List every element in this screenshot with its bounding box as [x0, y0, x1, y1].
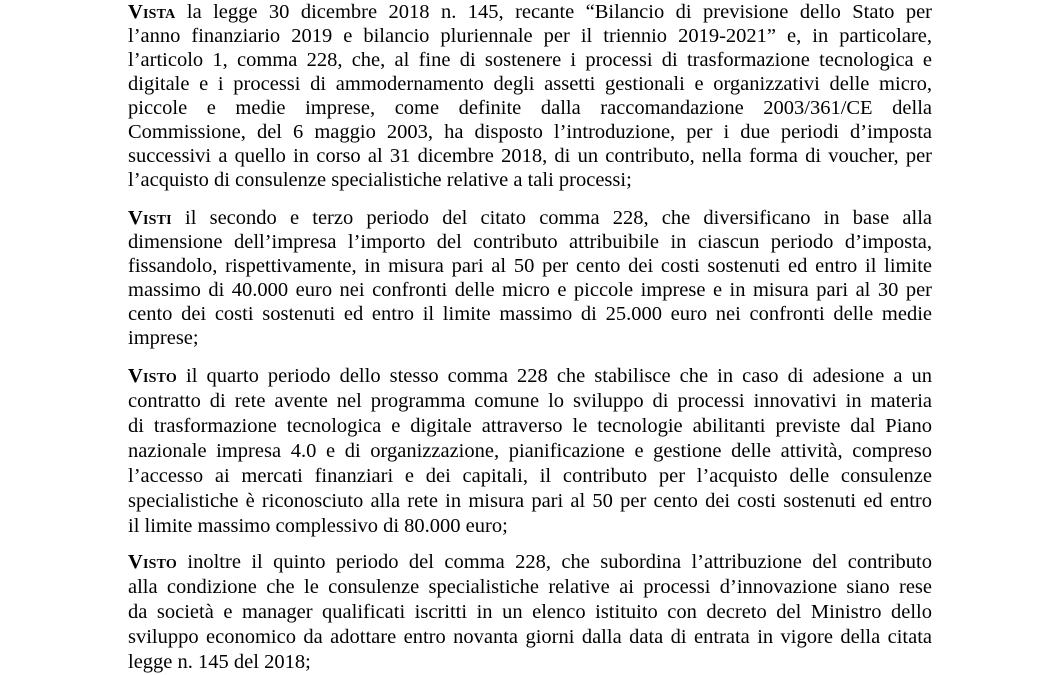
text-line: massimo di 40.000 euro nei confronti delle micro e piccole imprese e in misura pari al 30 per — [128, 279, 932, 301]
paragraph-vista-legge-145 — [128, 0, 932, 192]
text-line: da società e manager qualificati iscritti in un elenco istituito con decreto del Ministro dello — [128, 601, 932, 623]
paragraph-keyword: Visto — [128, 365, 178, 387]
paragraph-visti-periodi — [128, 206, 932, 350]
line-text: il secondo e terzo periodo del citato comma 228, che diversificano in base alla — [171, 207, 932, 229]
paragraph-visto-quinto-periodo — [128, 550, 932, 675]
text-line: alla condizione che le consulenze specialistiche relative ai processi d’innovazione siano rese — [128, 576, 932, 598]
line-text: inoltre il quinto periodo del comma 228, che subordina l’attribuzione del contributo — [177, 551, 932, 573]
text-line: cento dei costi sostenuti ed entro il limite massimo di 25.000 euro nei confronti delle medie — [128, 303, 932, 325]
text-line: nazionale impresa 4.0 e di organizzazione, pianificazione e gestione delle attività, compreso — [128, 440, 932, 462]
line-text: il quarto periodo dello stesso comma 228 che stabilisce che in caso di adesione a un — [177, 365, 932, 387]
text-line: dimensione dell’impresa l’importo del contributo attribuibile in ciascun periodo d’imposta, — [128, 231, 932, 253]
text-line — [128, 550, 932, 575]
text-line — [128, 206, 932, 230]
text-line: l’acquisto di consulenze specialistiche relative a tali processi; — [128, 169, 632, 191]
text-line: contratto di rete avente nel programma comune lo sviluppo di processi innovativi in materia — [128, 390, 932, 412]
text-line: legge n. 145 del 2018; — [128, 651, 311, 673]
paragraph-keyword: Visto — [128, 551, 178, 573]
text-line: l’articolo 1, comma 228, che, al fine di sostenere i processi di trasformazione tecnologica e — [128, 49, 932, 71]
text-line: fissandolo, rispettivamente, in misura pari al 50 per cento dei costi sostenuti ed entro il limite — [128, 255, 932, 277]
paragraph-visto-quarto-periodo — [128, 364, 932, 539]
text-line: imprese; — [128, 327, 199, 349]
text-line: l’accesso ai mercati finanziari e dei capitali, il contributo per l’acquisto delle consulenze — [128, 465, 932, 487]
text-line: sviluppo economico da adottare entro novanta giorni dalla data di entrata in vigore della citata — [128, 626, 932, 648]
text-line: piccole e medie imprese, come definite dalla raccomandazione 2003/361/CE della — [128, 97, 932, 119]
line-text: la legge 30 dicembre 2018 n. 145, recante “Bilancio di previsione dello Stato per — [175, 1, 932, 23]
text-line: il limite massimo complessivo di 80.000 euro; — [128, 515, 508, 537]
text-line: Commissione, del 6 maggio 2003, ha disposto l’introduzione, per i due periodi d’imposta — [128, 121, 932, 143]
text-line: digitale e i processi di ammodernamento degli assetti gestionali e organizzativi delle micro, — [128, 73, 932, 95]
paragraph-keyword: Vista — [128, 1, 176, 23]
text-line: l’anno finanziario 2019 e bilancio pluriennale per il triennio 2019-2021” e, in particolare, — [128, 25, 932, 47]
text-line — [128, 364, 932, 389]
text-line: di trasformazione tecnologica e digitale attraverso le tecnologie abilitanti previste dal Piano — [128, 415, 932, 437]
text-line — [128, 0, 932, 24]
text-line: specialistiche è riconosciuto alla rete in misura pari al 50 per cento dei costi sostenuti ed entro — [128, 490, 932, 512]
paragraph-keyword: Visti — [128, 207, 172, 229]
text-line: successivi a quello in corso al 31 dicembre 2018, di un contributo, nella forma di voucher, per — [128, 145, 932, 167]
